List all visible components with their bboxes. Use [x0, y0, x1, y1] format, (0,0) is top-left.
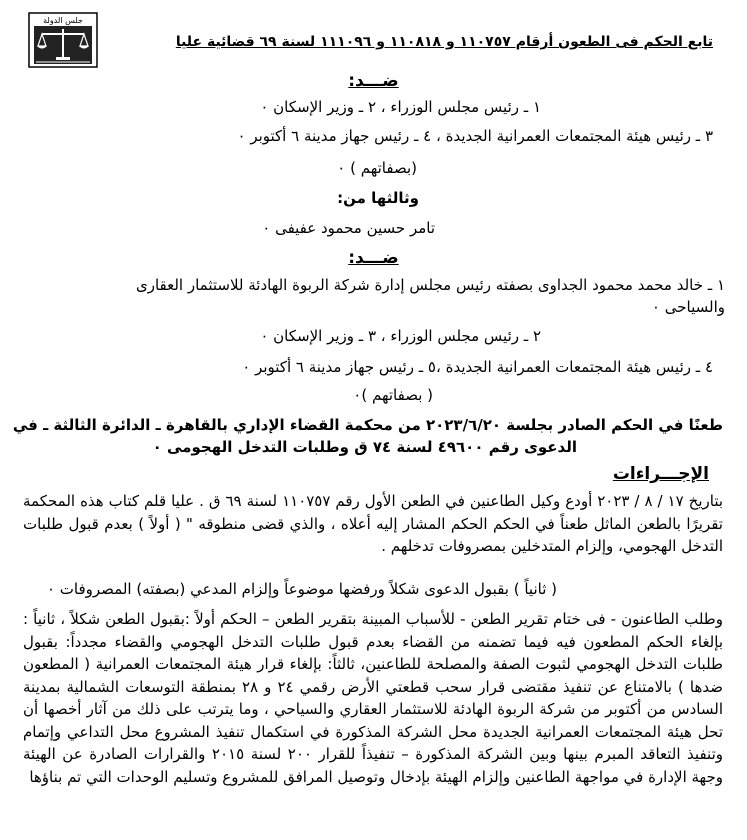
versus-heading-2: ضـــد:: [348, 248, 399, 268]
procedures-paragraph-2: ( ثانياً ) بقبول الدعوى شكلاً ورفضها موضوعاً وإلزام المدعي (بصفته) المصروفات ٠: [46, 580, 557, 598]
versus-heading-1: ضـــد:: [348, 71, 399, 91]
party-line: والسياحى ٠: [651, 298, 725, 316]
party-line: ٤ ـ رئيس هيئة المجتمعات العمرانية الجديدة ،٥ ـ رئيس جهاز مدينة ٦ أكتوبر ٠: [242, 358, 713, 376]
party-line: ٢ ـ رئيس مجلس الوزراء ، ٣ ـ وزير الإسكان ٠: [260, 327, 541, 345]
scales-of-justice-emblem-icon: [28, 12, 98, 68]
procedures-paragraph-1: بتاريخ ١٧ / ٨ / ٢٠٢٣ أودع وكيل الطاعنين في الطعن الأول رقم ١١٠٧٥٧ لسنة ٦٩ ق . عليا قلم كتاب هذه المحكمة تقريرًا بالطعن الماثل طعناً في الحكم الحكم المشار إليه أعلاه ، والذي قضى منطوقه " ( أولاً ) بعدم قبول طلبات التدخل الهجومي، وإلزام المتدخلين بمصروفات تدخلهم .: [23, 492, 724, 555]
party-line: ٣ ـ رئيس هيئة المجتمعات العمرانية الجديدة ، ٤ ـ رئيس جهاز مدينة ٦ أكتوبر ٠: [237, 127, 713, 145]
third-party-heading: وثالثها من:: [337, 189, 419, 207]
appeal-line: الدعوى رقم ٤٩٦٠٠ لسنة ٧٤ ق وطلبات التدخل الهجومى ٠: [152, 438, 577, 456]
party-line: ١ ـ رئيس مجلس الوزراء ، ٢ ـ وزير الإسكان ٠: [260, 98, 541, 116]
party-line: ( بصفاتهم )٠: [353, 386, 433, 404]
judgment-header-title: تابع الحكم فى الطعون أرقام ١١٠٧٥٧ و ١١٠٨١٨ و ١١١٠٩٦ لسنة ٦٩ قضائية عليا: [175, 34, 713, 50]
logo-text: جلس الدولة: [43, 16, 83, 25]
procedures-paragraph-3: وطلب الطاعنون - فى ختام تقرير الطعن - للأسباب المبينة بتقرير الطعن – الحكم أولاً :بقبول الطعن شكلاً ، ثانياً : بإلغاء الحكم المطعون فيه فيما تضمنه من القضاء بعدم قبول طلبات التدخل الهجومي والقضاء مجدداً: بقبول طلبات التدخل الهجومي لثبوت الصفة والمصلحة للطاعنين، ثالثاً: بإلغاء قرار هيئة المجتمعات العمرانية ( المطعون ضدها ) بالامتناع عن تنفيذ مقتضى قرار سحب قطعتي الأرض رقمي ٢٤ و ٢٨ بمنطقة التوسعات الشمالية بمدينة السادس من أكتوبر من شركة الربوة الهادئة للاستثمار العقاري والسياحي ، وما يترتب على ذلك من آثار أخصها أن تحل هيئة المجتمعات العمرانية الجديدة محل الشركة المذكورة في استكمال تنفيذ المشروع محل التداعي وإتمام وتنفيذ التعاقد المبرم بينها وبين الشركة المذكورة – تنفيذاً للقرار ٢٠٠ لسنة ٢٠١٥ والقرارات الصادرة عن الهيئة وجهة الإدارة في مواجهة الطاعنين وإلزام الهيئة بإدخال وتوصيل المرافق للمشروع وتسليم الوحدات التي تم بناؤها: [23, 610, 724, 786]
procedures-heading: الإجـــراءات: [612, 464, 709, 484]
third-party-name: تامر حسين محمود عفيفى ٠: [262, 219, 435, 237]
party-line: (بصفاتهم ) ٠: [337, 159, 417, 177]
party-line: ١ ـ خالد محمد محمود الجداوى بصفته رئيس مجلس إدارة شركة الربوة الهادئة للاستثمار العقارى: [135, 276, 725, 294]
appeal-line: طعنًا في الحكم الصادر بجلسة ٢٠٢٣/٦/٢٠ من محكمة القضاء الإداري بالقاهرة ـ الدائرة الثالثة ـ في: [12, 416, 723, 434]
